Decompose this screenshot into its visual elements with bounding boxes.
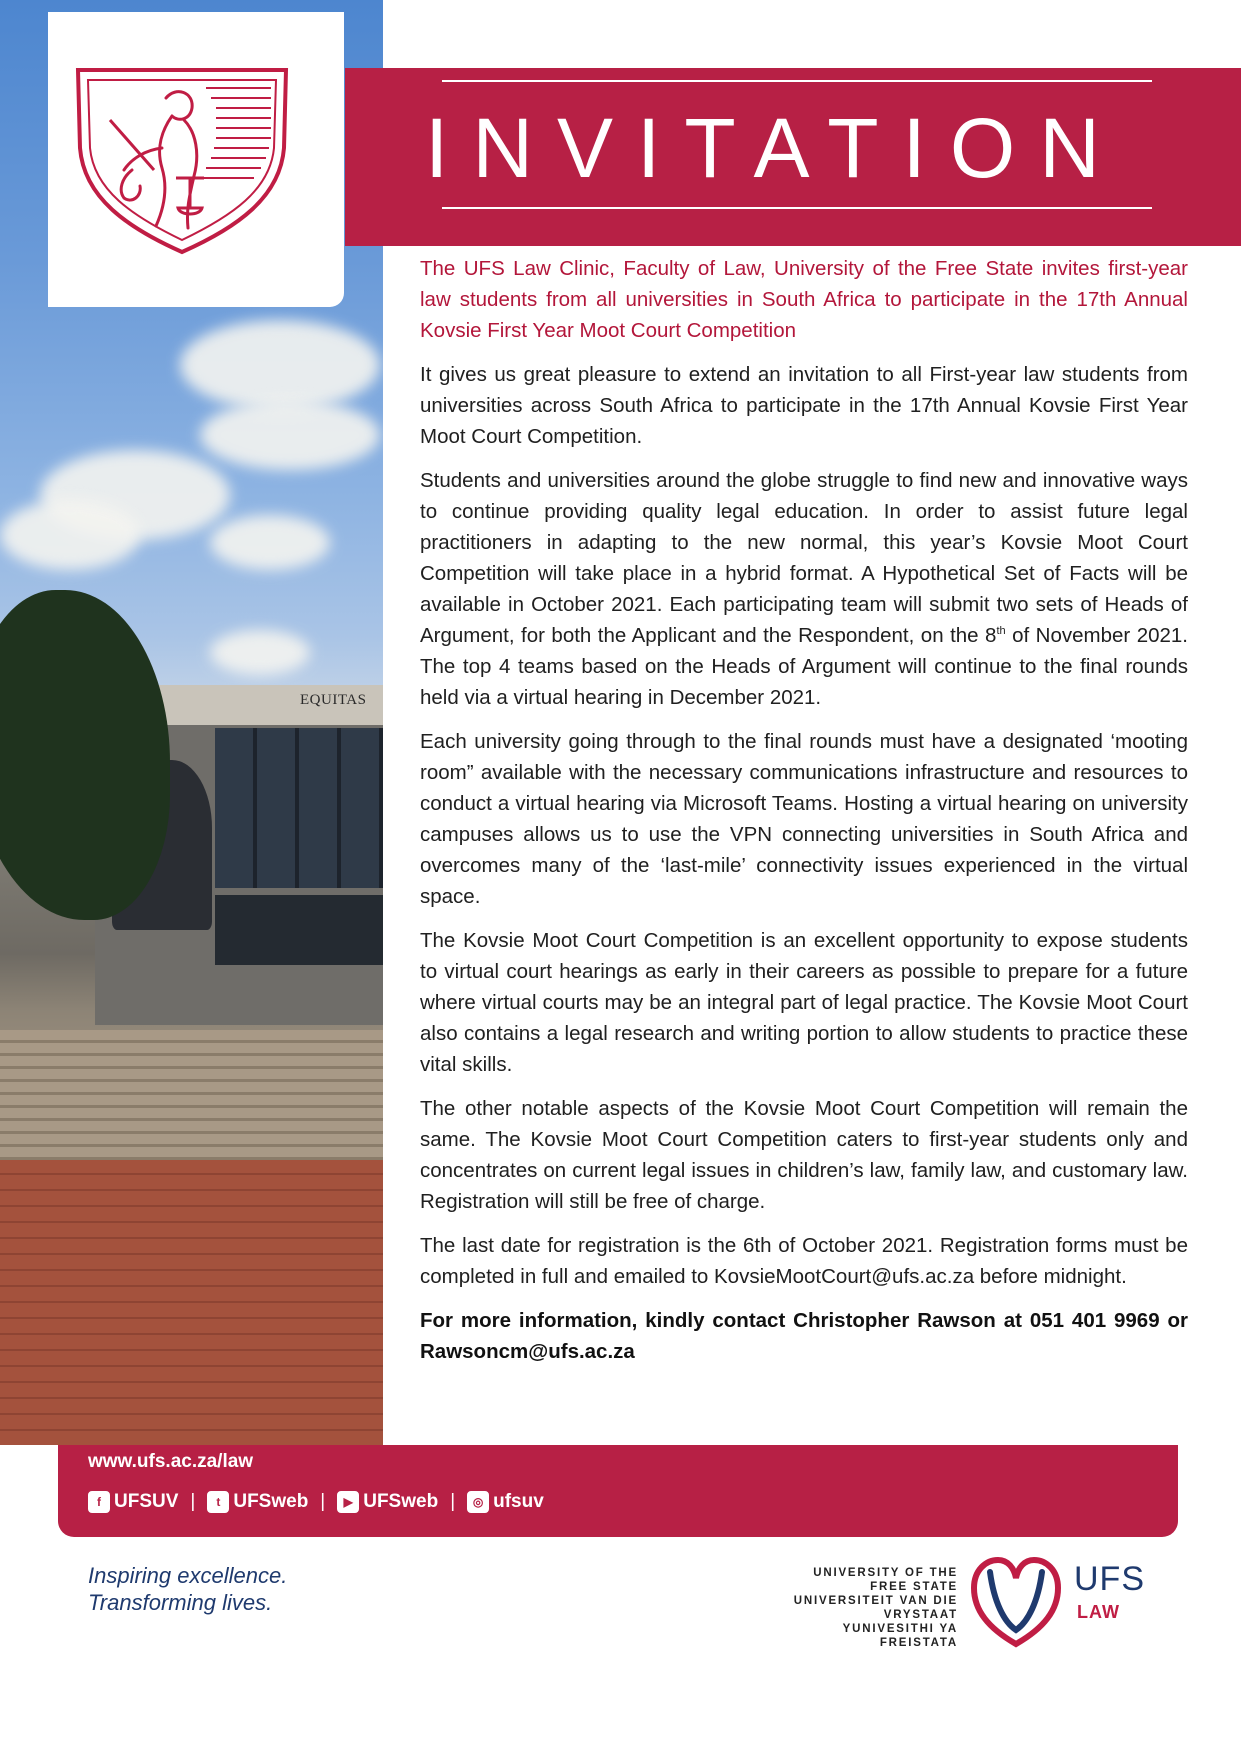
tagline: [88, 1562, 287, 1616]
building-windows: [215, 728, 383, 888]
uni-name-line: UNIVERSITY OF THE: [813, 1567, 958, 1579]
university-names: [760, 1566, 958, 1650]
social-label: UFSweb: [363, 1491, 439, 1512]
paragraph-5: The other notable aspects of the Kovsie Moot Court Competition will remain the same. The Kovsie Moot Court Competition caters to first-year students only and concentrates on current legal issues in children’s law, family law, and customary law. Registration will still be free of charge.: [420, 1097, 1188, 1213]
instagram-icon: ◎: [467, 1491, 489, 1513]
law-wordmark: LAW: [1077, 1602, 1120, 1622]
separator: |: [450, 1491, 456, 1512]
paragraph-4: The Kovsie Moot Court Competition is an excellent opportunity to expose students to virtual court hearings as early in their careers as possible to prepare for a future where virtual courts may be an integral part of legal practice. The Kovsie Moot Court also contains a legal research and writing portion to allow students to practice these vital skills.: [420, 929, 1188, 1076]
social-facebook[interactable]: [88, 1491, 178, 1513]
facebook-icon: f: [88, 1491, 110, 1513]
uni-name-line: FREISTATA: [879, 1637, 958, 1649]
cloud: [210, 630, 310, 675]
contact-info: For more information, kindly contact Christopher Rawson at 051 401 9969 or Rawsoncm@ufs.ac.za: [420, 1309, 1188, 1363]
youtube-icon: ▶: [337, 1491, 359, 1513]
separator: |: [320, 1491, 326, 1512]
social-label: UFSUV: [114, 1491, 179, 1512]
header-rule-bottom: [442, 207, 1152, 209]
tagline-line-2: Transforming lives.: [88, 1590, 273, 1615]
paragraph-1: It gives us great pleasure to extend an invitation to all First-year law students from universities across South Africa to participate in the 17th Annual Kovsie First Year Moot Court Competition.: [420, 363, 1188, 448]
uni-name-line: VRYSTAAT: [883, 1609, 958, 1621]
ufs-wordmark: UFS: [1074, 1560, 1145, 1598]
lead-paragraph: The UFS Law Clinic, Faculty of Law, University of the Free State invites first-year law students from all universities in South Africa to participate in the 17th Annual Kovsie First Year Moot Court Competition: [420, 257, 1188, 342]
cloud: [0, 500, 140, 570]
tagline-line-1: Inspiring excellence.: [88, 1563, 288, 1588]
building-sign: EQUITAS: [300, 692, 367, 708]
social-twitter[interactable]: [207, 1491, 308, 1513]
paragraph-2: [420, 465, 1188, 713]
paragraph-2-end: of November 2021. The top 4 teams based on the Heads of Argument will continue to the final rounds held via a virtual hearing in December 2021.: [420, 624, 1188, 709]
social-label: ufsuv: [493, 1491, 544, 1512]
cloud: [200, 400, 380, 470]
uni-name-line: UNIVERSITEIT VAN DIE: [793, 1595, 958, 1607]
ordinal-suffix: th: [996, 625, 1006, 638]
invitation-body: [420, 253, 1188, 1380]
steps: [0, 1030, 383, 1160]
social-links: [88, 1491, 544, 1513]
cloud: [180, 320, 380, 410]
brick-paving: [0, 1160, 383, 1445]
social-instagram[interactable]: [467, 1491, 544, 1513]
uni-name-line: YUNIVESITHI YA: [842, 1623, 958, 1635]
uni-name-line: FREE STATE: [870, 1581, 958, 1593]
social-label: UFSweb: [233, 1491, 309, 1512]
website-link[interactable]: www.ufs.ac.za/law: [88, 1451, 254, 1472]
social-youtube[interactable]: [337, 1491, 438, 1513]
separator: |: [190, 1491, 196, 1512]
ufs-law-crest-icon: [66, 58, 298, 258]
header-rule-top: [442, 80, 1152, 82]
twitter-icon: t: [207, 1491, 229, 1513]
building-entrance: [215, 895, 383, 965]
page-title: INVITATION: [425, 101, 1124, 195]
tree: [0, 590, 170, 920]
cloud: [210, 515, 330, 570]
paragraph-2-start: Students and universities around the globe struggle to find new and innovative ways to continue providing quality legal education. In order to assist future legal practitioners in adapting to the new normal, this year’s Kovsie Moot Court Competition will take place in a hybrid format. A Hypothetical Set of Facts will be available in October 2021. Each participating team will submit two sets of Heads of Argument, for both the Applicant and the Respondent, on the 8: [420, 469, 1188, 647]
paragraph-6: The last date for registration is the 6th of October 2021. Registration forms must be completed in full and emailed to KovsieMootCourt@ufs.ac.za before midnight.: [420, 1234, 1188, 1288]
paragraph-3: Each university going through to the final rounds must have a designated ‘mooting room” available with the necessary communications infrastructure and resources to conduct a virtual hearing via Microsoft Teams. Hosting a virtual hearing on university campuses allows us to use the VPN connecting universities in South Africa and overcomes many of the ‘last-mile’ connectivity issues experienced in the virtual space.: [420, 730, 1188, 908]
ufs-heart-logo-icon: [968, 1552, 1064, 1652]
